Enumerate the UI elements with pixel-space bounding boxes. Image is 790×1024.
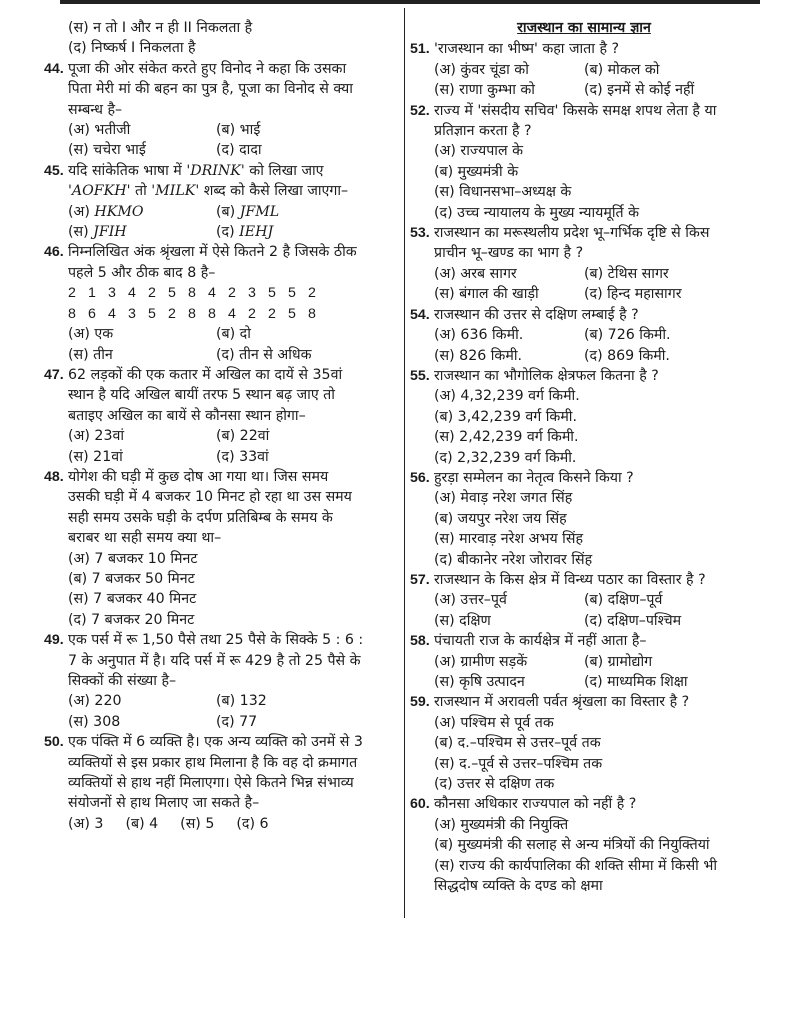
option: (अ) ग्रामीण सड़कें: [434, 653, 528, 670]
option: [216, 202, 364, 222]
text-part: शब्द को कैसे लिखा जाएगा–: [199, 183, 349, 200]
option: (ब) ग्रामोद्योग: [584, 653, 653, 670]
option-label: (अ): [68, 203, 95, 220]
option: (स) राज्य की कार्यपालिका की शक्ति सीमा में किसी भी सिद्धदोष व्यक्ति के दण्ड को क्षमा: [434, 857, 718, 895]
option: (द) इनमें से कोई नहीं: [584, 82, 695, 99]
options-row: [68, 814, 364, 834]
option: (ब) भाई: [216, 122, 261, 139]
options-row: [68, 345, 364, 365]
carry-option: (द) निष्कर्ष I निकलता है: [68, 40, 196, 57]
series-digit: 2: [308, 285, 316, 302]
question-45: [44, 161, 364, 202]
series-digit: 2: [268, 305, 276, 322]
question-text: राज्य में 'संसदीय सचिव' किसके समक्ष शपथ लेता है या प्रतिज्ञान करता है ?: [434, 102, 717, 140]
option: (स) चचेरा भाई: [68, 142, 146, 159]
question-text: राजस्थान का भौगोलिक क्षेत्रफल कितना है ?: [434, 367, 659, 384]
section-heading: राजस्थान का सामान्य ज्ञान: [517, 20, 651, 36]
series-digit: 4: [228, 305, 236, 322]
question-44: [44, 59, 364, 120]
question-number: 60.: [410, 796, 430, 813]
option: (ब) दक्षिण–पूर्व: [584, 592, 663, 609]
question-number: 46.: [44, 244, 64, 261]
option: (द) हिन्द महासागर: [584, 286, 682, 303]
option: (ब) 7 बजकर 50 मिनट: [68, 570, 195, 587]
option: (द) 6: [236, 815, 269, 832]
series-digit: 4: [128, 285, 136, 302]
option: (द) तीन से अधिक: [216, 346, 312, 363]
question-text: हुरड़ा सम्मेलन का नेतृत्व किसने किया ?: [434, 469, 634, 486]
question-58: [410, 631, 734, 651]
question-47: [44, 365, 364, 426]
question-number: 53.: [410, 225, 430, 242]
question-number: 55.: [410, 367, 430, 384]
option-value: HKMO: [94, 203, 144, 220]
options-row: [68, 120, 364, 140]
option: (ब) मुख्यमंत्री की सलाह से अन्य मंत्रियों की नियुक्तियां: [434, 837, 710, 854]
series-digit: 4: [108, 305, 116, 322]
option: (अ) 636 किमी.: [434, 327, 524, 344]
question-57: [410, 570, 734, 590]
series-digit: 3: [108, 285, 116, 302]
option: (अ) मेवाड़ नरेश जगत सिंह: [434, 490, 573, 507]
question-text: राजस्थान में अरावली पर्वत श्रृंखला का विस्तार है ?: [434, 694, 690, 711]
question-49: [44, 630, 364, 691]
right-column: [410, 18, 734, 896]
question-55: [410, 366, 734, 386]
series-digit: 3: [128, 305, 136, 322]
option: (अ) 220: [68, 693, 122, 710]
series-digit: 8: [188, 285, 196, 302]
options-row: [434, 325, 734, 345]
option: (ब) 132: [216, 693, 267, 710]
option: (अ) अरब सागर: [434, 265, 517, 282]
question-text: एक पंक्ति में 6 व्यक्ति है। एक अन्य व्यक्ति को उनमें से 3 व्यक्तियों से इस प्रकार हाथ मिलाना है कि वह दो क्रमागत व्यक्तियों से हाथ नहीं मिलाएगा। ऐसे कितने भिन्न संभाव्य संयोजनों से हाथ मिलाए जा सकते है–: [68, 734, 363, 812]
option-label: (स): [68, 224, 94, 241]
series-digit: 8: [188, 305, 196, 322]
option: (स) 2,42,239 वर्ग किमी.: [434, 429, 579, 446]
options-row: [68, 447, 364, 467]
series-digit: 8: [68, 305, 76, 322]
option: (स) बंगाल की खाड़ी: [434, 286, 539, 303]
code-word: 'DRINK': [186, 162, 245, 179]
option-label: (द): [216, 224, 240, 241]
question-text: राजस्थान का मरूस्थलीय प्रदेश भू–गर्भिक दृष्टि से किस प्राचीन भू–खण्ड का भाग है ?: [434, 225, 710, 262]
series-digit: 5: [288, 285, 296, 302]
option: (ब) टेथिस सागर: [584, 265, 669, 282]
question-number: 56.: [410, 469, 430, 486]
option: (द) उच्च न्यायालय के मुख्य न्यायमूर्ति के: [434, 204, 640, 221]
option: (ब) मुख्यमंत्री के: [434, 163, 519, 180]
series-digit: 8: [308, 305, 316, 322]
option: (द) उत्तर से दक्षिण तक: [434, 776, 555, 793]
text-part: तो: [130, 183, 152, 200]
options-row: [68, 426, 364, 446]
question-number: 48.: [44, 468, 64, 485]
left-column: [44, 18, 364, 834]
question-text: कौनसा अधिकार राज्यपाल को नहीं है ?: [434, 796, 637, 813]
options-row: [68, 140, 364, 160]
option: (अ) 23वां: [68, 428, 125, 445]
question-60: [410, 794, 734, 814]
option: (स) तीन: [68, 346, 113, 363]
option: (अ) उत्तर–पूर्व: [434, 592, 507, 609]
column-divider: [404, 8, 405, 918]
option-value: JFML: [239, 203, 280, 220]
question-text: राजस्थान के किस क्षेत्र में विन्ध्य पठार का विस्तार है ?: [434, 571, 706, 588]
question-52: [410, 101, 734, 142]
option: (स) 5: [180, 815, 215, 832]
option-value: IEHJ: [239, 224, 274, 241]
option: (अ) एक: [68, 326, 114, 343]
option: (ब) द.–पश्चिम से उत्तर–पूर्व तक: [434, 735, 601, 752]
option: (स) 826 किमी.: [434, 347, 522, 364]
question-text: [68, 161, 364, 202]
option: (स) द.–पूर्व से उत्तर–पश्चिम तक: [434, 755, 603, 772]
option: [68, 222, 216, 242]
option: (अ) 3: [68, 815, 104, 832]
option: (स) 7 बजकर 40 मिनट: [68, 591, 197, 608]
question-text: एक पर्स में रू 1,50 पैसे तथा 25 पैसे के सिक्के 5 : 6 : 7 के अनुपात में है। यदि पर्स में रू 429 है तो 25 पैसे के सिक्कों की संख्या है–: [68, 632, 364, 689]
options-row: [434, 80, 734, 100]
option: (द) दक्षिण–पश्चिम: [584, 612, 682, 629]
question-text: 'राजस्थान का भीष्म' कहा जाता है ?: [434, 41, 620, 58]
series-digit: 5: [288, 305, 296, 322]
options-row: [68, 222, 364, 242]
question-51: [410, 39, 734, 59]
series-digit: 5: [148, 305, 156, 322]
question-text: राजस्थान की उत्तर से दक्षिण लम्बाई है ?: [434, 306, 639, 323]
options-row: [434, 672, 734, 692]
question-number: 59.: [410, 694, 430, 711]
option: (ब) 22वां: [216, 428, 270, 445]
option: (अ) पश्चिम से पूर्व तक: [434, 714, 554, 731]
question-text: योगेश की घड़ी में कुछ दोष आ गया था। जिस समय उसकी घड़ी में 4 बजकर 10 मिनट हो रहा था उस समय सही समय उसके घड़ी के दर्पण प्रतिबिम्ब के समय के बराबर था सही समय क्या था–: [68, 468, 352, 547]
question-46: [44, 242, 364, 283]
option: (अ) राज्यपाल के: [434, 143, 523, 160]
question-number: 50.: [44, 734, 64, 751]
question-50: [44, 732, 364, 814]
question-59: [410, 692, 734, 712]
option: [216, 222, 364, 242]
option: (अ) मुख्यमंत्री की नियुक्ति: [434, 816, 569, 833]
series-digit: 6: [88, 305, 96, 322]
series-digit: 2: [228, 285, 236, 302]
option: (अ) 4,32,239 वर्ग किमी.: [434, 388, 580, 405]
option: (ब) 726 किमी.: [584, 327, 671, 344]
options-row: [434, 611, 734, 631]
question-number: 49.: [44, 632, 64, 649]
question-number: 47.: [44, 366, 64, 383]
question-number: 54.: [410, 306, 430, 323]
question-number: 58.: [410, 633, 430, 650]
question-text: पूजा की ओर संकेत करते हुए विनोद ने कहा कि उसका पिता मेरी मां की बहन का पुत्र है, पूजा का विनोद से क्या सम्बन्ध है–: [68, 60, 353, 118]
option: (स) 21वां: [68, 448, 123, 465]
text-part: यदि सांकेतिक भाषा में: [68, 162, 187, 179]
option: (अ) कुंवर चूंडा को: [434, 61, 529, 78]
option: (स) 308: [68, 713, 121, 730]
option: (ब) 3,42,239 वर्ग किमी.: [434, 408, 577, 425]
option: (द) 2,32,239 वर्ग किमी.: [434, 449, 577, 466]
option: (ब) मोकल को: [584, 61, 660, 78]
option: (द) 869 किमी.: [584, 347, 670, 364]
series-digit: 2: [248, 305, 256, 322]
carry-option: (स) न तो I और न ही II निकलता है: [68, 20, 253, 36]
options-row: [68, 691, 364, 711]
series-digit: 3: [248, 285, 256, 302]
series-digit: 5: [268, 285, 276, 302]
series-digit: 5: [168, 285, 176, 302]
option: (द) 33वां: [216, 448, 269, 465]
option-label: (ब): [216, 203, 240, 220]
question-54: [410, 305, 734, 325]
option: (स) दक्षिण: [434, 612, 491, 629]
series-digit: 4: [208, 285, 216, 302]
options-row: [434, 590, 734, 610]
option: (स) मारवाड़ नरेश अभय सिंह: [434, 531, 583, 548]
options-row: [434, 652, 734, 672]
question-text: निम्नलिखित अंक श्रृंखला में ऐसे कितने 2 है जिसके ठीक पहले 5 और ठीक बाद 8 है–: [68, 244, 357, 281]
code-word: 'MILK': [151, 183, 200, 200]
question-53: [410, 223, 734, 264]
code-word: 'AOFKH': [68, 183, 131, 200]
options-row: [434, 284, 734, 304]
options-row: [434, 60, 734, 80]
option: (ब) दो: [216, 326, 251, 343]
option: (ब) जयपुर नरेश जय सिंह: [434, 510, 567, 527]
option: (अ) भतीजी: [68, 122, 131, 139]
question-number: 51.: [410, 41, 430, 58]
option: (द) माध्यमिक शिक्षा: [584, 674, 688, 690]
question-text: 62 लड़कों की एक कतार में अखिल का दायें से 35वां स्थान है यदि अखिल बायीं तरफ 5 स्थान बढ़ जाए तो बताइए अखिल का बायें से कौनसा स्थान होगा–: [68, 366, 343, 424]
question-56: [410, 468, 734, 488]
option: (द) 77: [216, 713, 258, 730]
option: (स) कृषि उत्पादन: [434, 674, 525, 690]
series-digit: 8: [208, 305, 216, 322]
options-row: [68, 324, 364, 344]
option: (ब) 4: [125, 815, 159, 832]
question-number: 45.: [44, 162, 64, 179]
number-series-line-1: [68, 283, 364, 303]
option: (स) राणा कुम्भा को: [434, 82, 535, 99]
option: (स) विधानसभा–अध्यक्ष के: [434, 184, 572, 201]
options-row: [68, 712, 364, 732]
text-part: को लिखा जाए: [244, 162, 324, 179]
series-digit: 1: [88, 285, 96, 302]
options-row: [434, 264, 734, 284]
options-row: [434, 346, 734, 366]
series-digit: 2: [168, 305, 176, 322]
option: (द) 7 बजकर 20 मिनट: [68, 611, 195, 628]
question-text: पंचायती राज के कार्यक्षेत्र में नहीं आता है–: [434, 633, 647, 650]
option: (द) दादा: [216, 142, 262, 159]
question-number: 44.: [44, 60, 64, 77]
top-rule: [60, 0, 760, 4]
option: (द) बीकानेर नरेश जोरावर सिंह: [434, 551, 593, 568]
series-digit: 2: [148, 285, 156, 302]
option: (अ) 7 बजकर 10 मिनट: [68, 550, 198, 567]
option-value: JFIH: [93, 224, 127, 241]
number-series-line-2: [68, 304, 364, 324]
option: [68, 202, 216, 222]
question-48: [44, 467, 364, 549]
series-digit: 2: [68, 285, 76, 302]
options-row: [68, 202, 364, 222]
question-number: 57.: [410, 571, 430, 588]
question-number: 52.: [410, 102, 430, 119]
